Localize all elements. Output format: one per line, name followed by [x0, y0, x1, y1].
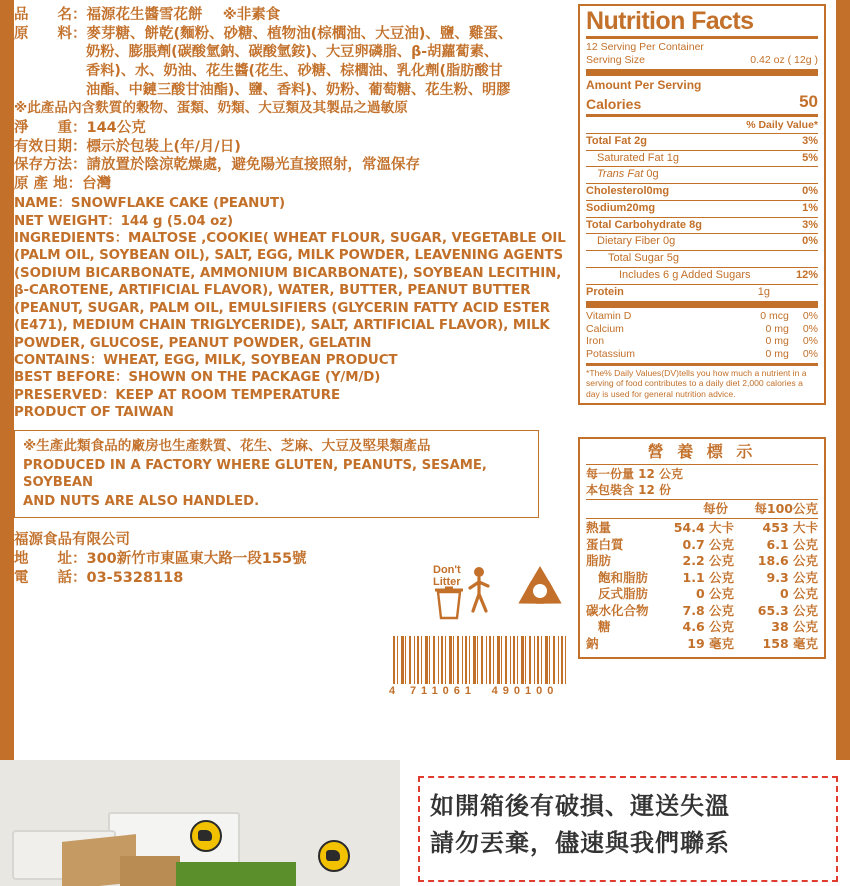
cn-nutrient-per-100g: 18.6 公克	[757, 553, 818, 569]
vitamin-row	[586, 310, 818, 323]
vitamin-dv: 0%	[802, 335, 818, 348]
ingredient-line: 油酯、中鏈三酸甘油酯)、鹽、香料)、奶粉、葡萄糖、花生粉、明膠	[86, 81, 511, 98]
nutrient-row	[586, 252, 818, 266]
dont-litter-icon	[432, 560, 496, 622]
nutrient-name-text: Protein	[586, 285, 624, 298]
cn-nutrient-per-serving: 0 公克	[695, 586, 734, 602]
cn-col-per-100g: 每100公克	[754, 501, 818, 517]
english-line: NAME：SNOWFLAKE CAKE (PEANUT)	[14, 196, 286, 212]
left-border-decoration	[0, 0, 14, 760]
field-expiry	[14, 138, 574, 157]
barcode	[387, 636, 572, 700]
vitamin-name: Potassium	[586, 348, 636, 361]
nutrient-row	[586, 286, 818, 300]
nutrient-row	[586, 152, 818, 166]
nutrient-name-text: Total Carbohydrate	[586, 218, 687, 231]
cn-nutrient-name: 飽和脂肪	[598, 569, 649, 585]
barcode-group-2: 490100	[491, 685, 559, 697]
non-vegetarian-note: ※非素食	[222, 7, 281, 23]
nutrient-dv: 3%	[802, 218, 818, 231]
company-phone-label: 電 話：	[14, 570, 87, 586]
nutrient-name-text: Trans Fat	[597, 168, 644, 181]
serving-size-label: Serving Size	[586, 54, 645, 67]
nutrient-row	[586, 168, 818, 182]
nutrient-name-text: Dietary Fiber	[597, 235, 660, 248]
nutrient-row	[586, 135, 818, 149]
vitamin-dv: 0%	[802, 310, 818, 323]
facility-allergen-box	[14, 430, 539, 519]
damage-notice-line-2: 請勿丟棄，儘速與我們聯系	[430, 829, 730, 858]
vitamin-amount: 0 mcg	[760, 310, 789, 323]
cn-nutrient-per-serving: 7.8 公克	[682, 602, 734, 618]
nutrient-row	[586, 269, 818, 283]
english-line: BEST BEFORE：SHOWN ON THE PACKAGE (Y/M/D)	[14, 370, 381, 386]
damage-notice-box	[418, 776, 838, 882]
damage-notice-line-1: 如開箱後有破損、運送失溫	[430, 792, 730, 820]
nutrient-dv: 0%	[802, 185, 818, 198]
divider	[586, 301, 818, 308]
green-banner	[176, 862, 296, 886]
cn-nutrient-row	[586, 636, 818, 653]
field-product-name	[14, 6, 574, 25]
field-label-storage: 保存方法：	[14, 157, 87, 174]
cn-nutrient-name: 蛋白質	[586, 536, 624, 552]
divider	[586, 69, 818, 76]
recycle-icon	[510, 560, 570, 622]
nutrient-name-text: Saturated Fat	[597, 151, 664, 164]
cn-nutrient-per-serving: 1.1 公克	[682, 569, 734, 585]
barcode-digits	[387, 685, 572, 697]
field-origin	[14, 175, 574, 194]
nutrition-facts-panel	[578, 4, 826, 405]
nutrition-facts-title: Nutrition Facts	[586, 7, 754, 35]
english-line: INGREDIENTS：MALTOSE ,COOKIE( WHEAT FLOUR, SUGAR, VEGETABLE OIL	[14, 231, 566, 246]
nutrient-name	[586, 168, 659, 182]
english-line: POWDER, GLUCOSE, PEANUT POWDER, GELATIN	[14, 335, 372, 351]
vitamin-amount: 0 mg	[765, 335, 789, 348]
vitamin-row	[586, 348, 818, 361]
english-line: (PALM OIL, SOYBEAN OIL), SALT, EGG, MILK POWDER, LEAVENING AGENTS	[14, 248, 564, 264]
servings-per-container: 12 Serving Per Container	[586, 41, 704, 54]
nutrient-name	[586, 185, 669, 199]
facility-note-cjk: ※生產此類食品的廠房也生產麩質、花生、芝麻、大豆及堅果類產品	[23, 437, 431, 454]
divider	[586, 166, 818, 167]
company-address-value: 300新竹市東區東大路一段155號	[86, 551, 307, 568]
right-border-decoration	[836, 0, 850, 760]
ingredient-continuation	[14, 43, 574, 99]
cn-nutrient-name: 糖	[598, 619, 611, 635]
cn-nutrient-per-serving: 54.4 大卡	[673, 520, 734, 536]
nutrient-row	[586, 202, 818, 216]
daily-value-footnote: *The% Daily Values(DV)tells you how much a nutrient in a serving of food contributes to a daily diet 2,000 calories a day is used for general nutrition advice.	[586, 367, 807, 399]
nutrient-amount: 0g	[646, 168, 659, 181]
cn-nutrient-per-100g: 38 公克	[771, 619, 818, 635]
company-address-label: 地 址：	[14, 551, 87, 568]
field-label-name: 品 名：	[14, 7, 87, 23]
calories-value: 50	[799, 92, 818, 112]
nutrient-row	[586, 235, 818, 249]
brand-logo-icon	[318, 840, 350, 872]
divider	[586, 183, 818, 184]
english-line: PRESERVED：KEEP AT ROOM TEMPERATURE	[14, 387, 340, 403]
cn-nutrient-per-serving: 2.2 公克	[682, 553, 734, 569]
ingredient-line: 奶粉、膨脹劑(碳酸氫鈉、碳酸氫銨)、大豆卵磷脂、β-胡蘿蔔素、	[86, 44, 499, 61]
cn-nutrient-row	[586, 553, 818, 570]
field-value-storage: 請放置於陰涼乾燥處，避免陽光直接照射，常溫保存	[86, 157, 420, 174]
field-value-net-weight: 144公克	[86, 119, 146, 136]
divider	[586, 363, 818, 366]
cn-nutrient-name: 鈉	[586, 635, 599, 651]
label-icon-group	[432, 560, 570, 622]
allergen-note: ※此產品內含麩質的穀物、蛋類、奶類、大豆類及其製品之過敏原	[14, 100, 408, 117]
nutrient-amount: 5g	[666, 252, 679, 265]
nutrient-name	[586, 219, 702, 233]
vitamin-name: Calcium	[586, 322, 624, 335]
divider	[586, 114, 818, 117]
cn-nutrient-per-100g: 0 公克	[779, 586, 818, 602]
cardboard-box-secondary	[120, 856, 180, 886]
nutrient-name-text: Cholesterol	[586, 185, 647, 198]
barcode-bars	[393, 636, 569, 684]
barcode-lead-digit: 4	[389, 685, 396, 697]
vitamin-row	[586, 323, 818, 336]
cn-col-per-serving: 每份	[702, 501, 728, 517]
cn-nutrient-row	[586, 619, 818, 636]
cn-nutrient-per-100g: 9.3 公克	[766, 569, 818, 585]
nutrient-name-text: Sodium	[586, 201, 627, 214]
field-value-name	[87, 6, 575, 25]
divider	[586, 499, 818, 500]
divider	[586, 36, 818, 39]
field-label-expiry: 有效日期：	[14, 138, 87, 155]
amount-per-serving-header: Amount Per Serving	[586, 78, 702, 93]
cn-table-header	[586, 501, 818, 517]
cn-nutrient-name: 碳水化合物	[586, 602, 649, 618]
vitamin-name: Iron	[586, 335, 605, 348]
divider	[586, 284, 818, 285]
vitamin-dv: 0%	[802, 322, 818, 335]
vitamin-amount: 0 mg	[765, 348, 789, 361]
nutrient-name	[586, 252, 679, 266]
nutrient-amount: 20mg	[626, 201, 656, 214]
cn-nutrition-title: 營 養 標 示	[647, 442, 757, 461]
divider	[586, 518, 818, 519]
english-line: (E471), MEDIUM CHAIN TRIGLYCERIDE), SALT, ARTIFICIAL FLAVOR), MILK	[14, 318, 550, 334]
divider	[586, 250, 818, 251]
svg-text:Don't: Don't	[433, 564, 461, 576]
english-line: NET WEIGHT：144 g (5.04 oz)	[14, 213, 233, 229]
cn-nutrient-per-100g: 158 毫克	[762, 635, 818, 651]
nutrient-dv: 1%	[802, 201, 818, 214]
field-label-ingredients: 原 料：	[14, 25, 87, 42]
field-value-expiry: 標示於包裝上(年/月/日)	[86, 138, 241, 155]
cn-nutrient-per-serving: 0.7 公克	[682, 536, 734, 552]
nutrient-amount: 1g	[666, 151, 679, 164]
barcode-group-1: 711061	[409, 685, 477, 697]
divider	[586, 133, 818, 134]
english-line: (PEANUT, SUGAR, PALM OIL, EMULSIFIERS (GLYCERIN FATTY ACID ESTER	[14, 300, 550, 316]
company-name: 福源食品有限公司	[14, 532, 130, 549]
nutrient-amount: 2g	[634, 134, 647, 147]
divider	[586, 200, 818, 201]
cn-nutrient-name: 反式脂肪	[598, 586, 649, 602]
cn-nutrient-per-serving: 19 毫克	[687, 635, 734, 651]
cn-nutrient-name: 熱量	[586, 520, 612, 536]
facility-note-en: PRODUCED IN A FACTORY WHERE GLUTEN, PEANUTS, SESAME, SOYBEAN	[23, 457, 487, 491]
field-ingredients	[14, 25, 574, 44]
divider	[586, 150, 818, 151]
nutrient-row	[586, 185, 818, 199]
vitamin-name: Vitamin D	[586, 310, 632, 323]
nutrient-name	[586, 152, 679, 166]
vitamin-amount: 0 mg	[765, 322, 789, 335]
nutrient-name-text: Total Fat	[586, 134, 632, 147]
daily-value-header: % Daily Value*	[746, 119, 818, 132]
cn-nutrient-row	[586, 586, 818, 603]
serving-size-value: 0.42 oz ( 12g )	[750, 54, 818, 67]
divider	[586, 217, 818, 218]
vitamin-row	[586, 335, 818, 348]
cn-serving-size: 每一份量 12 公克	[586, 466, 684, 481]
english-line: PRODUCT OF TAIWAN	[14, 405, 174, 421]
nutrient-name-text: Includes 6 g Added Sugars	[619, 268, 751, 281]
nutrient-name	[586, 202, 655, 216]
divider	[586, 464, 818, 465]
bottom-section	[0, 760, 850, 886]
cn-nutrient-per-100g: 453 大卡	[762, 520, 818, 536]
label-left-column	[14, 6, 574, 588]
facility-note-en: AND NUTS ARE ALSO HANDLED.	[23, 494, 260, 510]
nutrient-amount: 1g	[757, 285, 770, 298]
product-label	[14, 0, 836, 750]
nutrient-name	[586, 235, 675, 249]
field-value-origin: 台灣	[82, 175, 112, 192]
field-label-net-weight: 淨 重：	[14, 119, 87, 136]
cn-servings-per-package: 本包裝含 12 份	[586, 482, 672, 497]
cn-nutrient-per-100g: 6.1 公克	[766, 536, 818, 552]
company-phone-value: 03-5328118	[86, 570, 184, 586]
cn-nutrient-row	[586, 603, 818, 620]
nutrient-row	[586, 219, 818, 233]
field-net-weight	[14, 119, 574, 138]
delivery-truck-photo	[0, 760, 400, 886]
nutrient-amount: 0mg	[646, 185, 670, 198]
cn-nutrient-row	[586, 520, 818, 537]
ingredient-line: 香料)、水、奶油、花生醬(花生、砂糖、棕櫚油、乳化劑(脂肪酸甘	[86, 62, 503, 79]
calories-label: Calories	[586, 96, 642, 113]
cn-nutrition-panel	[578, 437, 826, 659]
field-label-origin: 原 產 地：	[14, 175, 83, 192]
svg-text:Litter: Litter	[433, 576, 461, 588]
product-name-text: 福源花生醬雪花餅	[86, 7, 203, 23]
brand-logo-icon	[190, 820, 222, 852]
field-value-ingredients: 麥芽糖、餅乾(麵粉、砂糖、植物油(棕櫚油、大豆油)、鹽、雞蛋、	[86, 25, 513, 42]
nutrient-dv: 3%	[802, 134, 818, 147]
serving-size-row	[586, 54, 818, 67]
nutrient-name	[586, 135, 647, 149]
nutrient-amount: 0g	[663, 235, 676, 248]
english-line: CONTAINS：WHEAT, EGG, MILK, SOYBEAN PRODUCT	[14, 352, 398, 368]
nutrient-dv: 0%	[802, 235, 818, 248]
calories-row	[586, 92, 818, 112]
nutrient-amount: 8g	[689, 218, 702, 231]
cn-nutrient-per-serving: 4.6 公克	[682, 619, 734, 635]
cn-nutrient-row	[586, 570, 818, 587]
nutrient-dv: 5%	[802, 151, 818, 164]
cn-nutrient-per-100g: 65.3 公克	[757, 602, 818, 618]
cn-nutrient-row	[586, 537, 818, 554]
nutrient-name-text: Total Sugar	[608, 252, 664, 265]
english-line: β-CAROTENE, ARTIFICIAL FLAVOR), WATER, BUTTER, PEANUT BUTTER	[14, 283, 531, 299]
divider	[586, 233, 818, 234]
nutrient-dv: 12%	[795, 268, 818, 281]
divider	[586, 267, 818, 268]
field-storage	[14, 156, 574, 175]
english-line: (SODIUM BICARBONATE, AMMONIUM BICARBONATE), SOYBEAN LECITHIN,	[14, 265, 562, 281]
cn-nutrient-name: 脂肪	[586, 553, 612, 569]
vitamin-dv: 0%	[802, 348, 818, 361]
english-label-block	[14, 195, 574, 421]
